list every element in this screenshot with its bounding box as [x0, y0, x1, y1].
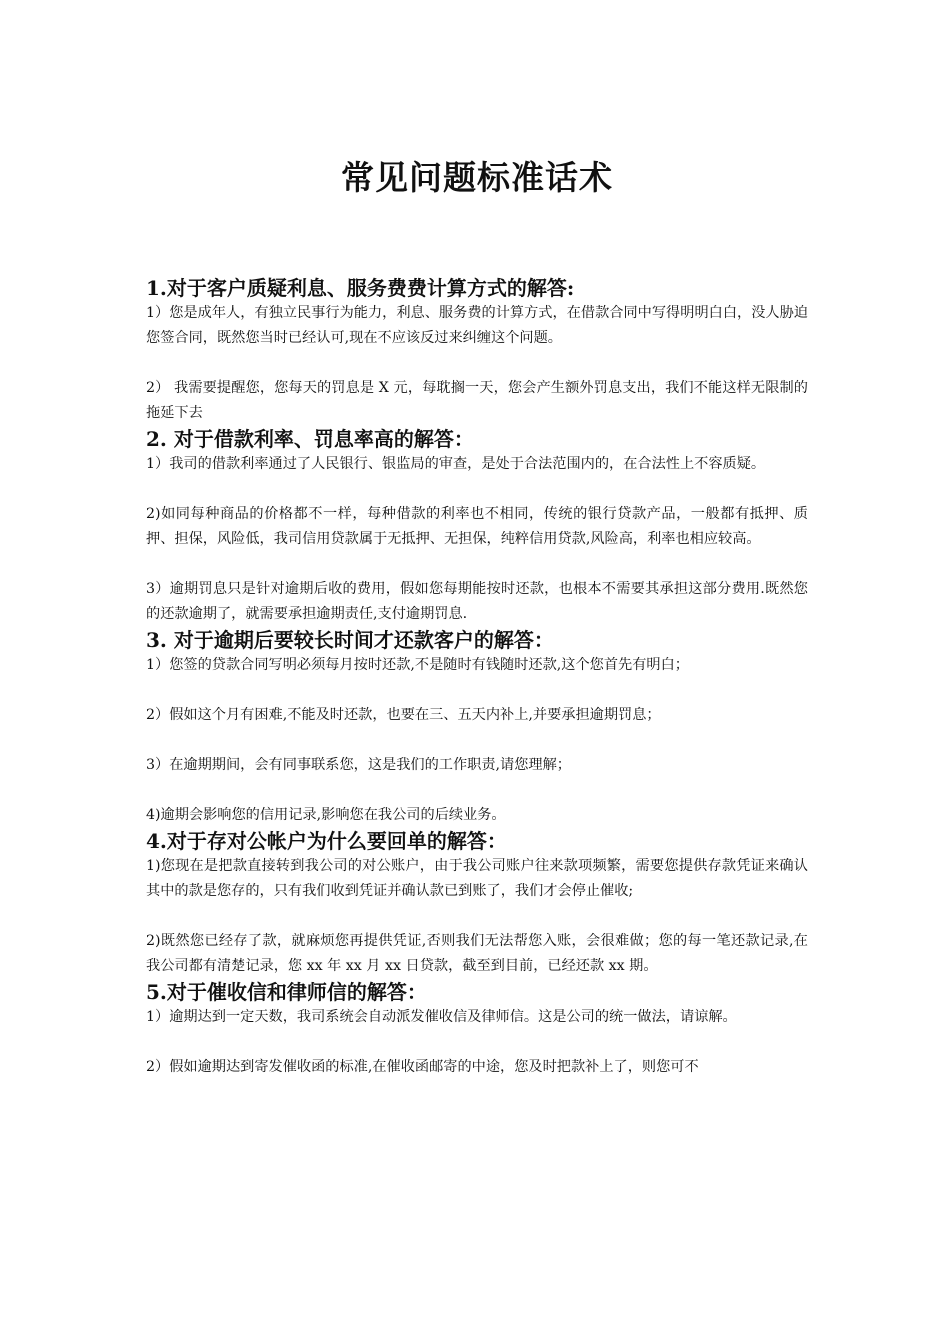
- paragraph-spacer: [146, 1030, 808, 1055]
- paragraph: 2）假如这个月有困难,不能及时还款，也要在三、五天内补上,并要承担逾期罚息；: [146, 707, 661, 723]
- paragraph: 1）我司的借款利率通过了人民银行、银监局的审查，是处于合法范围内的，在合法性上不容质疑。: [146, 456, 766, 472]
- section-4: [146, 828, 808, 979]
- paragraph: 2)如同每种商品的价格都不一样，每种借款的利率也不相同，传统的银行贷款产品，一般都有抵押、质押、担保，风险低，我司信用贷款属于无抵押、无担保，纯粹信用贷款,风险高，利率也相应较高。: [146, 506, 808, 547]
- paragraph-spacer: [146, 778, 808, 803]
- paragraph: 1）您是成年人，有独立民事行为能力，利息、服务费的计算方式，在借款合同中写得明明白白，没人胁迫您签合同，既然您当时已经认可,现在不应该反过来纠缠这个问题。: [146, 305, 808, 346]
- paragraph-spacer: [146, 678, 808, 703]
- paragraph-spacer: [146, 351, 808, 376]
- paragraph: 1)您现在是把款直接转到我公司的对公账户，由于我公司账户往来款项频繁，需要您提供存款凭证来确认其中的款是您存的，只有我们收到凭证并确认款已到账了，我们才会停止催收;: [146, 858, 808, 899]
- section-heading: 2. 对于借款利率、罚息率高的解答：: [146, 427, 474, 451]
- section-heading: 5.对于催收信和律师信的解答：: [146, 980, 427, 1004]
- section-1: [146, 275, 808, 426]
- paragraph-spacer: [146, 728, 808, 753]
- paragraph-spacer: [146, 904, 808, 929]
- paragraph: 2） 我需要提醒您，您每天的罚息是 X 元，每耽搁一天，您会产生额外罚息支出，我们不能这样无限制的拖延下去: [146, 380, 808, 421]
- document-title: 常见问题标准话术: [341, 158, 613, 197]
- paragraph: 2)既然您已经存了款，就麻烦您再提供凭证,否则我们无法帮您入账，会很难做；您的每一笔还款记录,在我公司都有清楚记录，您 xx 年 xx 月 xx 日贷款，截至到目前，已经还款 xx 期。: [146, 933, 808, 974]
- document-content: [146, 275, 808, 1080]
- section-heading: 1.对于客户质疑利息、服务费费计算方式的解答:: [146, 276, 575, 300]
- paragraph: 3）逾期罚息只是针对逾期后收的费用，假如您每期能按时还款，也根本不需要其承担这部分费用.既然您的还款逾期了，就需要承担逾期责任,支付逾期罚息.: [146, 581, 808, 622]
- paragraph: 1）逾期达到一定天数，我司系统会自动派发催收信及律师信。这是公司的统一做法，请谅解。: [146, 1009, 737, 1025]
- section-2: [146, 426, 808, 627]
- paragraph-spacer: [146, 552, 808, 577]
- section-5: [146, 979, 808, 1080]
- paragraph-spacer: [146, 477, 808, 502]
- paragraph: 1）您签的贷款合同写明必须每月按时还款,不是随时有钱随时还款,这个您首先有明白；: [146, 657, 689, 673]
- paragraph: 3）在逾期期间，会有同事联系您，这是我们的工作职责,请您理解；: [146, 757, 571, 773]
- section-heading: 4.对于存对公帐户为什么要回单的解答：: [146, 829, 507, 853]
- paragraph: 2）假如逾期达到寄发催收函的标准,在催收函邮寄的中途，您及时把款补上了，则您可不: [146, 1059, 699, 1075]
- paragraph: 4)逾期会影响您的信用记录,影响您在我公司的后续业务。: [146, 807, 506, 823]
- section-3: [146, 627, 808, 828]
- section-heading: 3. 对于逾期后要较长时间才还款客户的解答：: [146, 628, 554, 652]
